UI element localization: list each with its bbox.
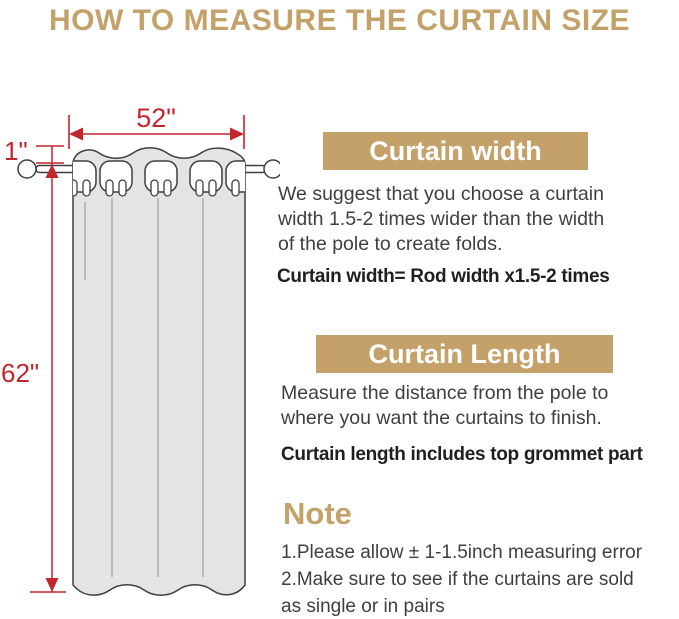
arrowhead-right-icon <box>230 128 244 141</box>
curtain-length-description <box>281 381 608 431</box>
note-item: as single or in pairs <box>281 596 445 617</box>
curtain-width-formula: Curtain width= Rod width x1.5-2 times <box>277 266 610 287</box>
curtain-measure-diagram <box>0 0 280 619</box>
text-line: width 1.5-2 times wider than the width <box>278 208 605 230</box>
curtain-width-description <box>278 182 604 257</box>
text-line: Measure the distance from the pole to <box>281 382 609 404</box>
note-item: 1.Please allow ± 1-1.5inch measuring error <box>281 542 643 563</box>
curtain-panel <box>73 148 245 596</box>
curtain-width-heading: Curtain width <box>323 132 588 170</box>
arrowhead-down-icon <box>46 578 59 592</box>
top-dimension-label: 1" <box>4 136 28 166</box>
note-list <box>281 539 642 619</box>
page-title: HOW TO MEASURE THE CURTAIN SIZE <box>48 4 631 37</box>
arrowhead-left-icon <box>69 128 83 141</box>
length-dimension-label: 62" <box>1 358 40 388</box>
grommet-icon <box>100 161 132 196</box>
rod-finial-right <box>264 160 280 178</box>
note-heading: Note <box>283 496 352 531</box>
note-item: 2.Make sure to see if the curtains are sold <box>281 569 634 590</box>
curtain-length-heading: Curtain Length <box>316 335 613 373</box>
text-line: of the pole to create folds. <box>278 233 503 255</box>
grommet-icon <box>145 161 177 196</box>
text-line: where you want the curtains to finish. <box>281 407 602 429</box>
grommet-icon <box>190 161 222 196</box>
width-dimension-label: 52" <box>136 103 176 133</box>
curtain-length-formula: Curtain length includes top grommet part <box>281 444 643 465</box>
text-line: We suggest that you choose a curtain <box>278 183 604 205</box>
